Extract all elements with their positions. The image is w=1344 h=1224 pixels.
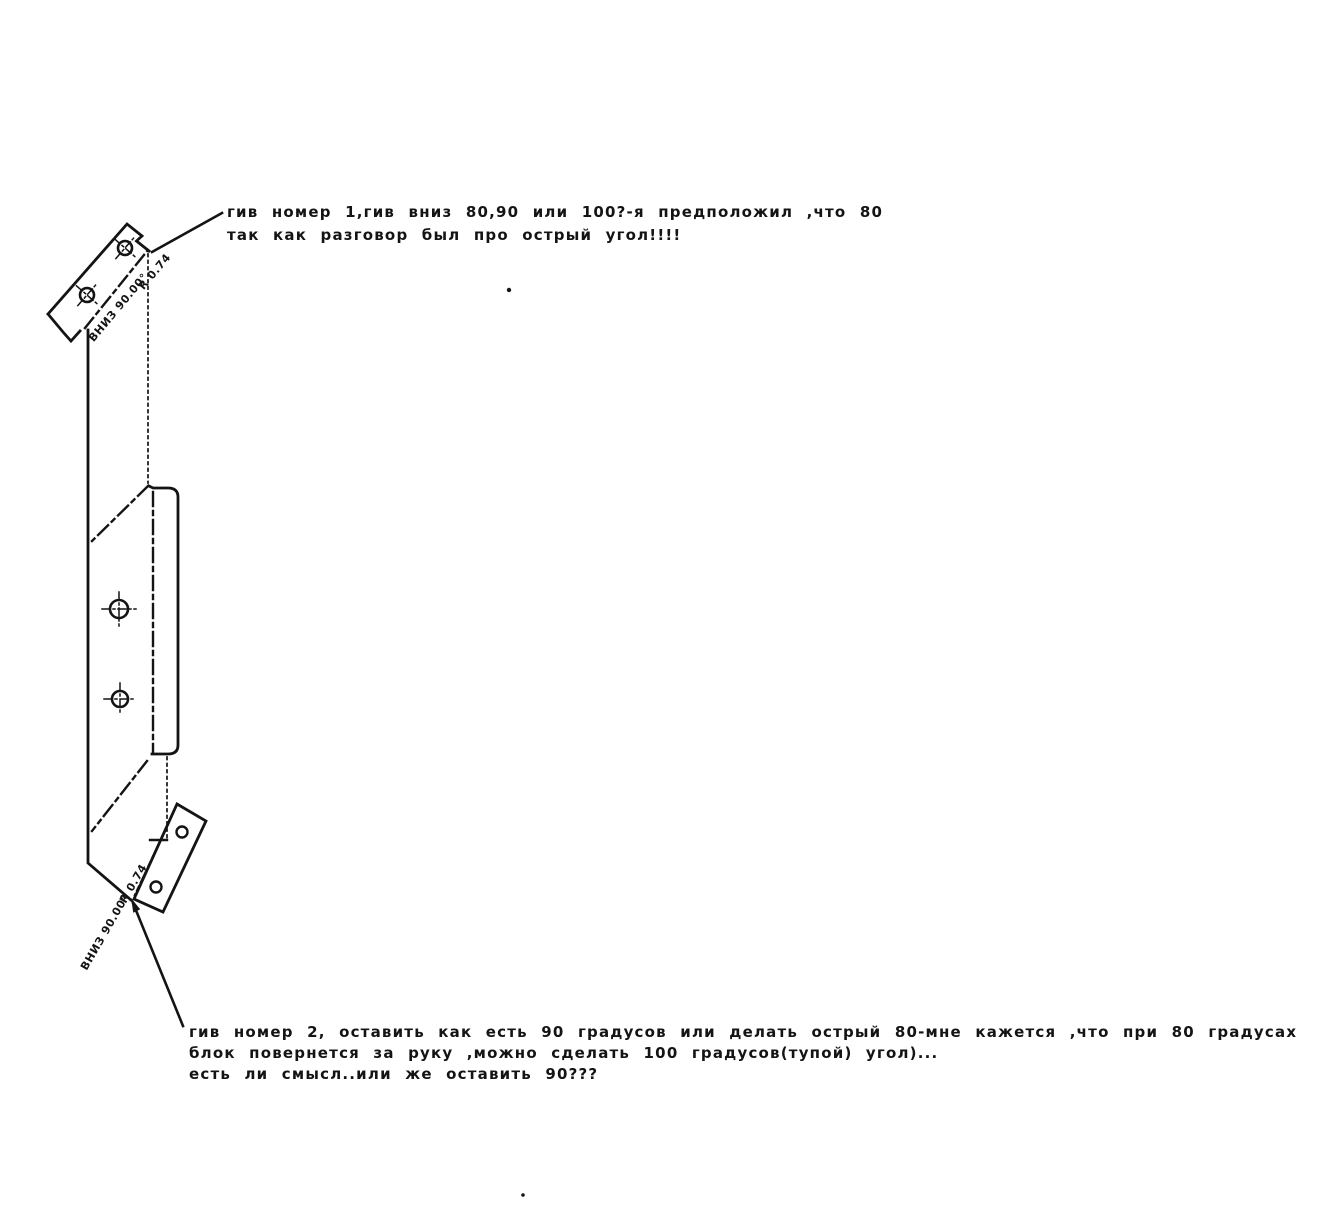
scan-speck <box>507 288 511 292</box>
note1-line1: гив номер 1,гив вниз 80,90 или 100?-я предположил ,что 80 <box>227 203 884 221</box>
leader-line-note2 <box>131 898 183 1026</box>
note2-line2: блок повернется за руку ,можно сделать 100 градусов(тупой) угол)... <box>189 1044 939 1062</box>
body-hole <box>102 592 136 626</box>
note2-line3: есть ли смысл..или же оставить 90??? <box>189 1065 599 1083</box>
bottom-flange-hole <box>151 882 162 893</box>
top-flange-hole <box>67 275 107 315</box>
main-body <box>88 254 167 900</box>
top-bend-radius-label: R 0.74 <box>136 251 174 293</box>
annotation-note-2 <box>189 1022 1297 1085</box>
note1-line2: так как разговор был про острый угол!!!! <box>227 226 682 244</box>
side-tab <box>149 486 178 754</box>
bottom-flange-outline <box>134 804 206 912</box>
bottom-flange <box>134 804 206 912</box>
bottom-flange-hole <box>177 827 188 838</box>
top-bend-angle-label: ВНИЗ 90.00° <box>86 270 151 345</box>
bottom-bend-radius-label: R 0.74 <box>117 861 150 906</box>
body-bend-lower <box>92 761 147 831</box>
note2-line1: гив номер 2, оставить как есть 90 градусов или делать острый 80-мне кажется ,что при 80 градусах <box>189 1023 1298 1041</box>
bottom-bend-angle-label: ВНИЗ 90.00° <box>78 892 132 973</box>
annotation-note-1 <box>227 201 883 247</box>
leader-line-note1 <box>152 213 222 252</box>
body-bend-upper <box>92 486 148 541</box>
scan-speck <box>521 1193 525 1197</box>
body-hole <box>104 683 136 715</box>
